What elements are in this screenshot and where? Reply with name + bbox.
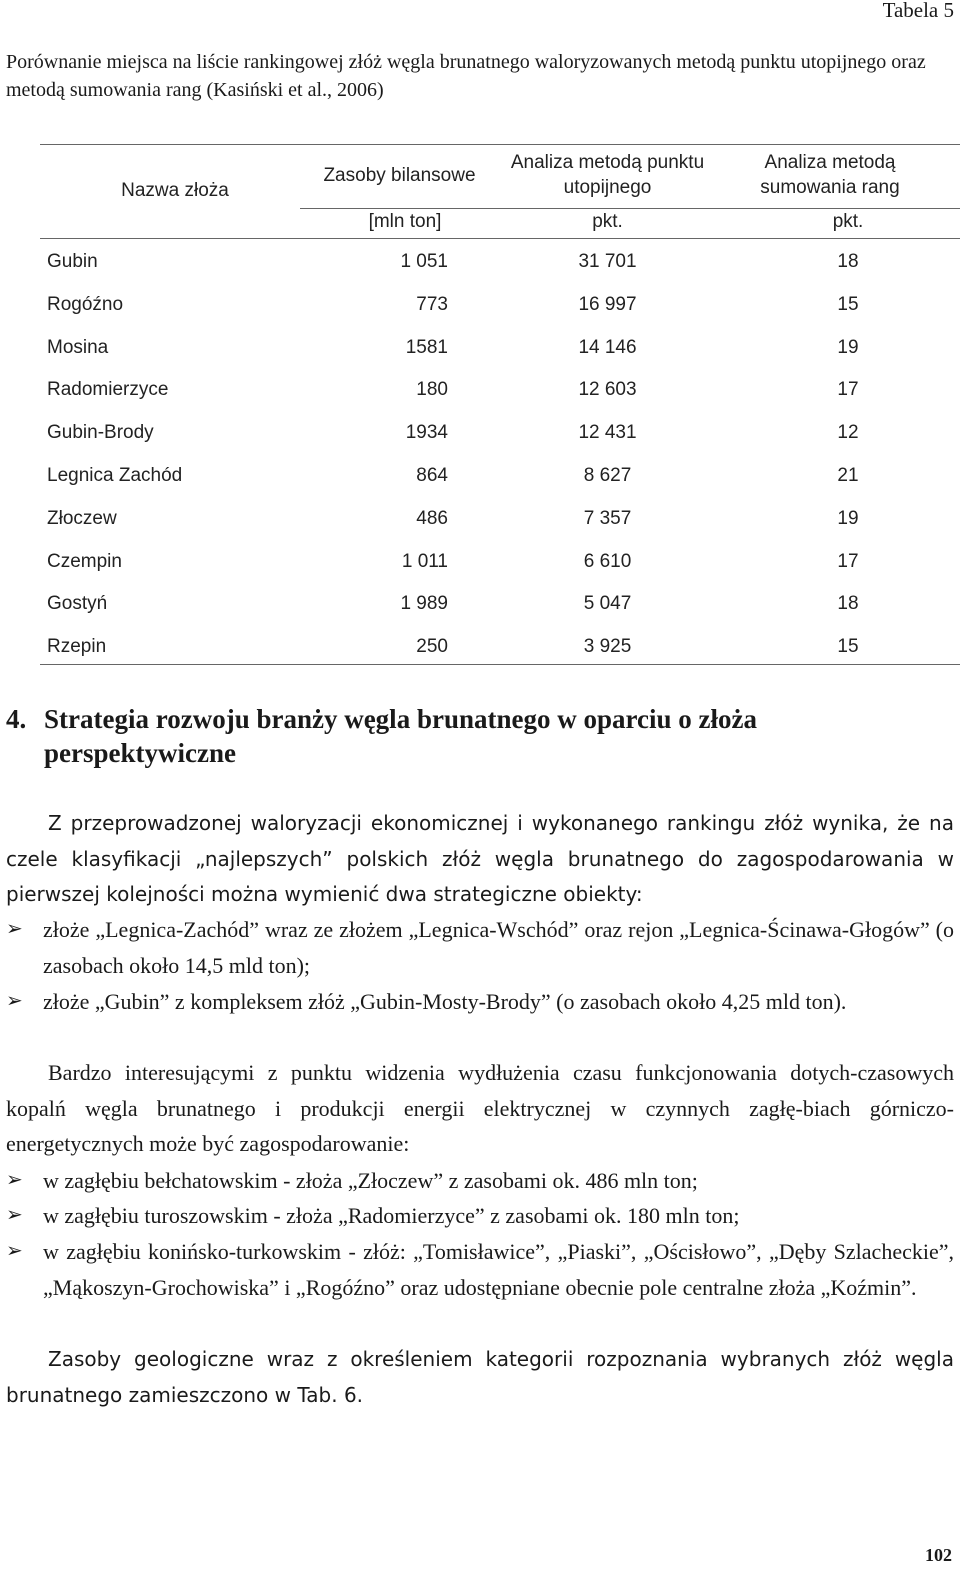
cell-utopian-points: 31 701	[578, 251, 637, 272]
cell-name: Radomierzyce	[47, 379, 169, 400]
cell-rank-sum: 19	[837, 337, 859, 358]
header-utopian: Analiza metodą punktu utopijnego	[510, 152, 705, 198]
cell-utopian-points: 14 146	[578, 337, 637, 358]
cell-utopian-points: 3 925	[583, 636, 632, 657]
table-bottom-rule	[40, 664, 960, 665]
unit-resources: [mln ton]	[368, 211, 442, 232]
cell-rank-sum: 18	[837, 593, 859, 614]
cell-rank-sum: 18	[837, 251, 859, 272]
cell-rank-sum: 12	[837, 422, 859, 443]
cell-utopian-points: 12 431	[578, 422, 637, 443]
cell-rank-sum: 17	[837, 379, 859, 400]
arrow-bullet-icon: ➢	[6, 918, 23, 940]
bullet-text: złoże „Gubin” z kompleksem złóż „Gubin-Mosty-Brody” (o zasobach około 4,25 mld ton).	[43, 989, 847, 1014]
cell-rank-sum: 15	[837, 294, 859, 315]
section-number: 4.	[6, 704, 27, 734]
cell-resources: 486	[416, 508, 448, 529]
table-unit-rule	[40, 238, 960, 239]
cell-name: Rogóźno	[47, 294, 124, 315]
cell-resources: 1581	[405, 337, 448, 358]
table-caption: Porównanie miejsca na liście rankingowej złóż węgla brunatnego waloryzowanych metodą punktu utopijnego oraz metodą sumowania rang (Kasiński et al., 2006)	[6, 51, 926, 101]
cell-name: Gostyń	[47, 593, 108, 614]
cell-utopian-points: 12 603	[578, 379, 637, 400]
cell-name: Gubin-Brody	[47, 422, 154, 443]
cell-name: Rzepin	[47, 636, 107, 657]
paragraph-reference: Zasoby geologiczne wraz z określeniem kategorii rozpoznania wybranych złóż węgla brunatnego zamieszczono w Tab. 6.	[6, 1347, 954, 1407]
header-resources: Zasoby bilansowe	[323, 165, 476, 186]
arrow-bullet-icon: ➢	[6, 1240, 23, 1262]
unit-utopian: pkt.	[592, 211, 623, 232]
bullet-text: złoże „Legnica-Zachód” wraz ze złożem „Legnica-Wschód” oraz rejon „Legnica-Ścinawa-Głogów” (o zasobach około 14,5 mld ton);	[43, 917, 954, 978]
bullet-item	[6, 1234, 954, 1305]
arrow-bullet-icon: ➢	[6, 1204, 23, 1226]
bullet-item	[6, 1163, 954, 1199]
section-title-line2: perspektywiczne	[44, 738, 236, 768]
cell-utopian-points: 16 997	[578, 294, 637, 315]
cell-rank-sum: 15	[837, 636, 859, 657]
paragraph-development: Bardzo interesującymi z punktu widzenia wydłużenia czasu funkcjonowania dotych-czasowych kopalń węgla brunatnego i produkcji energii elektrycznej w czynnych zagłę-biach górniczo-energetycznych może być zagospodarowanie:	[6, 1060, 954, 1156]
cell-utopian-points: 7 357	[583, 508, 632, 529]
bullet-item	[6, 912, 954, 983]
cell-resources: 1 051	[400, 251, 448, 272]
cell-name: Gubin	[47, 251, 98, 272]
cell-rank-sum: 17	[837, 551, 859, 572]
arrow-bullet-icon: ➢	[6, 990, 23, 1012]
cell-resources: 773	[416, 294, 448, 315]
cell-resources: 864	[416, 465, 448, 486]
cell-rank-sum: 19	[837, 508, 859, 529]
bullet-text: w zagłębiu bełchatowskim - złoża „Złoczew” z zasobami ok. 486 mln ton;	[43, 1168, 698, 1193]
arrow-bullet-icon: ➢	[6, 1169, 23, 1191]
bullet-text: w zagłębiu konińsko-turkowskim - złóż: „Tomisławice”, „Piaski”, „Ościsłowo”, „Dęby Szlacheckie”, „Mąkoszyn-Grochowiska” i „Rogóźno” oraz udostępniane obecnie pole centralne złoża „Koźmin”.	[43, 1239, 954, 1300]
cell-utopian-points: 6 610	[583, 551, 632, 572]
section-heading	[6, 702, 906, 770]
table-label: Tabela 5	[882, 0, 954, 22]
cell-resources: 1 011	[401, 551, 448, 572]
bullet-text: w zagłębiu turoszowskim - złoża „Radomierzyce” z zasobami ok. 180 mln ton;	[43, 1203, 740, 1228]
bullet-item	[6, 1198, 954, 1234]
table-top-rule	[40, 144, 960, 145]
cell-utopian-points: 5 047	[583, 593, 632, 614]
header-rank-sum: Analiza metodą sumowania rang	[760, 152, 900, 198]
cell-name: Legnica Zachód	[47, 465, 183, 486]
cell-rank-sum: 21	[837, 465, 859, 486]
cell-name: Mosina	[47, 337, 109, 358]
bullet-item	[6, 984, 954, 1020]
cell-name: Złoczew	[47, 508, 117, 529]
cell-resources: 250	[416, 636, 448, 657]
header-name: Nazwa złoża	[121, 180, 229, 201]
cell-resources: 1934	[405, 422, 448, 443]
cell-name: Czempin	[47, 551, 122, 572]
cell-utopian-points: 8 627	[583, 465, 632, 486]
page-number: 102	[925, 1545, 952, 1565]
cell-resources: 180	[416, 379, 448, 400]
unit-rank-sum: pkt.	[832, 211, 864, 232]
paragraph-intro: Z przeprowadzonej waloryzacji ekonomicznej i wykonanego rankingu złóż wynika, że na czele klasyfikacji „najlepszych” polskich złóż węgla brunatnego do zagospodarowania w pierwszej kolejności można wymienić dwa strategiczne obiekty:	[6, 811, 954, 906]
cell-resources: 1 989	[400, 593, 448, 614]
section-title-line1: Strategia rozwoju branży węgla brunatnego w oparciu o złoża	[44, 704, 757, 734]
